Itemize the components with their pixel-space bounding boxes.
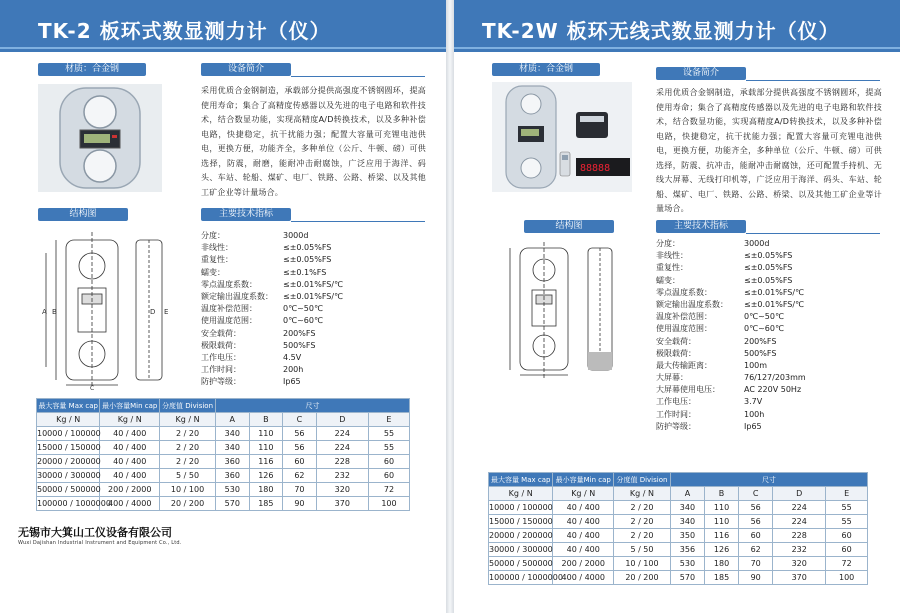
spec-row — [656, 372, 882, 384]
table-subheader-cell: D — [773, 487, 826, 501]
table-cell: 110 — [249, 427, 283, 441]
table-cell: 60 — [283, 455, 317, 469]
table-cell: 224 — [773, 501, 826, 515]
spec-label: 蠕变： — [201, 267, 225, 277]
spec-row — [656, 250, 882, 262]
structure-diagram — [36, 230, 186, 390]
table-cell: 232 — [316, 469, 368, 483]
specs-label: 主要技术指标 — [656, 220, 746, 233]
table-subheader-row — [489, 487, 868, 501]
table-cell: 228 — [316, 455, 368, 469]
table-cell: 530 — [216, 483, 250, 497]
spec-row — [656, 238, 882, 250]
intro-rule — [291, 76, 425, 77]
spec-row — [201, 279, 426, 291]
spec-label: 极限载荷： — [201, 340, 241, 350]
table-cell: 60 — [368, 469, 409, 483]
table-row — [489, 571, 868, 585]
structure-diagram — [496, 240, 646, 380]
table-cell: 72 — [368, 483, 409, 497]
table-cell: 110 — [249, 441, 283, 455]
table-cell: 200 / 2000 — [553, 557, 614, 571]
table-cell: 116 — [249, 455, 283, 469]
spec-row — [656, 348, 882, 360]
spec-label: 工作时间： — [201, 365, 241, 375]
header-rule — [0, 47, 446, 49]
spec-label: 安全载荷： — [201, 328, 241, 338]
table-cell: 55 — [826, 501, 868, 515]
spec-row — [656, 262, 882, 274]
table-subheader-cell: E — [368, 413, 409, 427]
spec-label: 大屏幕： — [656, 373, 688, 383]
table-cell: 55 — [368, 427, 409, 441]
wireless-set-image — [492, 82, 632, 192]
spec-value: ≤±0.05%FS — [744, 263, 793, 273]
spec-label: 防护等级： — [201, 377, 241, 387]
table-cell: 100000 / 1000000 — [489, 571, 553, 585]
table-row — [37, 497, 410, 511]
spec-label: 使用温度范围： — [201, 316, 257, 326]
table-cell: 350 — [670, 529, 704, 543]
material-label: 材质：合金钢 — [492, 63, 600, 76]
table-header-cell: 尺寸 — [216, 399, 410, 413]
table-cell: 5 / 50 — [160, 469, 216, 483]
table-cell: 110 — [705, 501, 739, 515]
spec-value: 100h — [744, 409, 765, 419]
table-subheader-cell: C — [283, 413, 317, 427]
table-cell: 400 / 4000 — [100, 497, 160, 511]
table-row — [37, 441, 410, 455]
table-cell: 72 — [826, 557, 868, 571]
table-cell: 40 / 400 — [553, 515, 614, 529]
spec-value: 500%FS — [283, 340, 316, 350]
table-cell: 40 / 400 — [100, 427, 160, 441]
spec-value: 76/127/203mm — [744, 373, 806, 383]
spec-value: 200%FS — [744, 336, 777, 346]
table-cell: 5 / 50 — [614, 543, 671, 557]
table-cell: 360 — [216, 455, 250, 469]
table-cell: 116 — [705, 529, 739, 543]
table-cell: 50000 / 500000 — [489, 557, 553, 571]
structure-label: 结构图 — [524, 220, 614, 233]
spec-row — [201, 340, 426, 352]
table-cell: 530 — [670, 557, 704, 571]
table-cell: 340 — [216, 441, 250, 455]
spec-row — [656, 360, 882, 372]
table-subheader-row — [37, 413, 410, 427]
spec-label: 非线性： — [201, 243, 233, 253]
table-header-cell: 最大容量 Max cap — [489, 473, 553, 487]
table-cell: 15000 / 150000 — [37, 441, 100, 455]
company-name-en: Wuxi Dajishan Industrial Instrument and Equipment Co., Ltd. — [18, 540, 182, 546]
table-row — [37, 427, 410, 441]
spec-value: 3000d — [744, 239, 770, 248]
table-row — [37, 483, 410, 497]
spec-value: 0℃~50℃ — [744, 312, 784, 322]
spec-value: 4.5V — [283, 352, 302, 362]
diagram-drawing — [496, 240, 646, 380]
table-cell: 56 — [739, 501, 773, 515]
specs-rule — [291, 221, 425, 222]
table-cell: 62 — [283, 469, 317, 483]
table-row — [489, 515, 868, 529]
table-cell: 126 — [249, 469, 283, 483]
table-header-cell: 分度值 Division — [160, 399, 216, 413]
page-title-right: TK-2W 板环无线式数显测力计（仪） — [454, 0, 900, 52]
table-row — [489, 543, 868, 557]
table-header-row — [489, 473, 868, 487]
table-subheader-cell: Kg / N — [553, 487, 614, 501]
table-cell: 100 — [368, 497, 409, 511]
spec-row — [201, 376, 426, 388]
specs-list-left — [201, 230, 426, 388]
capacity-table-left — [36, 398, 410, 511]
page-title-left: TK-2 板环式数显测力计（仪） — [0, 0, 446, 52]
table-header-cell: 最大容量 Max cap — [37, 399, 100, 413]
spec-row — [201, 267, 426, 279]
spec-value: 0℃~60℃ — [283, 316, 323, 326]
table-cell: 2 / 20 — [160, 441, 216, 455]
spec-row — [201, 315, 426, 327]
table-subheader-cell: B — [249, 413, 283, 427]
spec-value: ≤±0.01%FS/℃ — [283, 279, 344, 289]
table-cell: 228 — [773, 529, 826, 543]
table-cell: 60 — [826, 543, 868, 557]
spec-value: 3.7V — [744, 397, 763, 407]
spec-label: 分度： — [656, 239, 680, 248]
specs-rule — [746, 233, 880, 234]
spec-value: 200%FS — [283, 328, 316, 338]
table-cell: 15000 / 150000 — [489, 515, 553, 529]
table-row — [37, 455, 410, 469]
table-cell: 30000 / 300000 — [37, 469, 100, 483]
table-subheader-cell: Kg / N — [100, 413, 160, 427]
table-header-cell: 尺寸 — [670, 473, 867, 487]
table-cell: 70 — [739, 557, 773, 571]
spec-label: 额定输出温度系数： — [656, 299, 728, 309]
header-rule — [454, 47, 900, 49]
table-row — [489, 529, 868, 543]
spec-row — [201, 364, 426, 376]
table-cell: 126 — [705, 543, 739, 557]
table-cell: 180 — [249, 483, 283, 497]
spec-row — [201, 303, 426, 315]
spec-row — [656, 396, 882, 408]
table-cell: 232 — [773, 543, 826, 557]
table-subheader-cell: E — [826, 487, 868, 501]
table-cell: 50000 / 500000 — [37, 483, 100, 497]
diagram-drawing — [36, 230, 186, 390]
table-cell: 110 — [705, 515, 739, 529]
table-cell: 40 / 400 — [100, 455, 160, 469]
spec-row — [201, 352, 426, 364]
company-name-cn: 无锡市大箕山工仪设备有限公司 — [18, 526, 172, 539]
table-cell: 40 / 400 — [100, 469, 160, 483]
table-cell: 180 — [705, 557, 739, 571]
product-photo — [38, 84, 162, 192]
spec-label: 工作电压： — [656, 397, 696, 407]
right-page — [454, 0, 900, 613]
table-cell: 40 / 400 — [553, 543, 614, 557]
table-cell: 56 — [283, 427, 317, 441]
spec-row — [656, 311, 882, 323]
table-subheader-cell: A — [670, 487, 704, 501]
spec-value: 100m — [744, 360, 768, 370]
intro-rule — [746, 80, 880, 81]
table-cell: 100000 / 1000000 — [37, 497, 100, 511]
table-cell: 360 — [216, 469, 250, 483]
specs-list-right — [656, 238, 882, 433]
spec-value: ≤±0.05%FS — [283, 255, 332, 265]
table-header-cell: 最小容量Min cap — [553, 473, 614, 487]
table-cell: 400 / 4000 — [553, 571, 614, 585]
spec-value: Ip65 — [283, 377, 301, 387]
intro-label: 设备简介 — [201, 63, 291, 76]
table-subheader-cell: Kg / N — [37, 413, 100, 427]
table-cell: 30000 / 300000 — [489, 543, 553, 557]
table-cell: 90 — [283, 497, 317, 511]
spec-label: 工作电压： — [201, 352, 241, 362]
table-cell: 356 — [670, 543, 704, 557]
table-cell: 570 — [670, 571, 704, 585]
spec-label: 防护等级： — [656, 421, 696, 431]
table-cell: 320 — [773, 557, 826, 571]
spec-row — [201, 230, 426, 242]
spec-value: Ip65 — [744, 421, 762, 431]
spec-row — [656, 409, 882, 421]
spec-value: 0℃~50℃ — [283, 304, 323, 314]
table-cell: 370 — [773, 571, 826, 585]
table-cell: 40 / 400 — [100, 441, 160, 455]
dim-label-d: D — [150, 308, 156, 316]
table-cell: 185 — [249, 497, 283, 511]
table-subheader-cell: A — [216, 413, 250, 427]
table-cell: 90 — [739, 571, 773, 585]
capacity-table-right — [488, 472, 868, 585]
spec-label: 安全载荷： — [656, 336, 696, 346]
table-cell: 2 / 20 — [614, 501, 671, 515]
spec-value: ≤±0.01%FS/℃ — [744, 287, 805, 297]
spec-label: 极限载荷： — [656, 348, 696, 358]
table-cell: 10000 / 100000 — [37, 427, 100, 441]
table-subheader-cell: Kg / N — [160, 413, 216, 427]
spec-row — [656, 275, 882, 287]
spec-row — [201, 254, 426, 266]
spec-value: ≤±0.01%FS/℃ — [283, 291, 344, 301]
table-row — [489, 557, 868, 571]
table-cell: 10000 / 100000 — [489, 501, 553, 515]
table-header-cell: 最小容量Min cap — [100, 399, 160, 413]
spec-value: 200h — [283, 365, 304, 375]
spec-value: ≤±0.05%FS — [744, 275, 793, 285]
spec-row — [656, 287, 882, 299]
table-subheader-cell: B — [705, 487, 739, 501]
left-page — [0, 0, 446, 613]
spec-row — [656, 299, 882, 311]
table-cell: 2 / 20 — [614, 515, 671, 529]
spec-label: 温度补偿范围： — [201, 304, 257, 314]
spec-label: 最大传输距离： — [656, 360, 712, 370]
table-cell: 224 — [316, 427, 368, 441]
dim-label-b: B — [52, 308, 57, 316]
spec-row — [201, 328, 426, 340]
material-label: 材质：合金钢 — [38, 63, 146, 76]
spec-label: 蠕变： — [656, 275, 680, 285]
spec-label: 分度： — [201, 231, 225, 240]
spec-row — [656, 323, 882, 335]
spec-value: ≤±0.01%FS/℃ — [744, 299, 805, 309]
load-shackle-image — [38, 84, 162, 192]
spec-label: 零点温度系数： — [201, 279, 257, 289]
page-gutter — [446, 0, 454, 613]
table-subheader-cell: C — [739, 487, 773, 501]
table-cell: 60 — [739, 529, 773, 543]
spec-value: 500%FS — [744, 348, 777, 358]
table-cell: 60 — [826, 529, 868, 543]
spec-label: 工作时间： — [656, 409, 696, 419]
intro-label: 设备简介 — [656, 67, 746, 80]
structure-label: 结构图 — [38, 208, 128, 221]
spec-label: 零点温度系数： — [656, 287, 712, 297]
table-row — [489, 501, 868, 515]
table-cell: 20 / 200 — [614, 571, 671, 585]
table-cell: 200 / 2000 — [100, 483, 160, 497]
table-cell: 570 — [216, 497, 250, 511]
table-cell: 2 / 20 — [614, 529, 671, 543]
table-cell: 370 — [316, 497, 368, 511]
dim-label-c: C — [90, 385, 95, 392]
spec-label: 非线性： — [656, 251, 688, 261]
product-photo — [492, 82, 632, 192]
table-cell: 56 — [283, 441, 317, 455]
table-cell: 70 — [283, 483, 317, 497]
specs-label: 主要技术指标 — [201, 208, 291, 221]
table-cell: 340 — [216, 427, 250, 441]
table-cell: 56 — [739, 515, 773, 529]
dim-label-e: E — [164, 308, 169, 316]
table-subheader-cell: Kg / N — [489, 487, 553, 501]
table-cell: 40 / 400 — [553, 501, 614, 515]
spec-label: 使用温度范围： — [656, 324, 712, 334]
table-cell: 20000 / 200000 — [37, 455, 100, 469]
table-cell: 100 — [826, 571, 868, 585]
table-cell: 224 — [316, 441, 368, 455]
table-header-row — [37, 399, 410, 413]
table-subheader-cell: Kg / N — [614, 487, 671, 501]
intro-text: 采用优质合金钢制造，承载部分提供高强度不锈钢圆环，提高使用寿命；集合了高精度传感器以及先进的电子电路和软件技术，结合数显功能，实现高精度A/D转换技术，以及多种补偿电路，快捷稳定，抗干扰能力强；配置大容量可充锂电池供电，更换方便，功能齐全，多种单位（公斤、牛顿、磅）可供选择，防震，耐磨，能耐冲击耐腐蚀，广泛应用于海洋、码头、车站、轮船、煤矿、电厂、铁路、公路、桥梁、以及其他工矿企业等计量场合。 — [201, 86, 426, 197]
spec-value: 0℃~60℃ — [744, 324, 784, 334]
spec-value: ≤±0.05%FS — [744, 251, 793, 261]
spec-label: 额定输出温度系数： — [201, 291, 273, 301]
spec-label: 大屏幕使用电压： — [656, 385, 720, 395]
table-header-cell: 分度值 Division — [614, 473, 671, 487]
spec-row — [201, 242, 426, 254]
table-cell: 60 — [368, 455, 409, 469]
spec-row — [656, 384, 882, 396]
table-cell: 185 — [705, 571, 739, 585]
spec-label: 重复性： — [656, 263, 688, 273]
spec-value: AC 220V 50Hz — [744, 385, 802, 395]
table-cell: 320 — [316, 483, 368, 497]
spec-row — [656, 336, 882, 348]
dim-label-a: A — [42, 308, 47, 316]
table-cell: 10 / 100 — [614, 557, 671, 571]
spec-row — [656, 421, 882, 433]
table-cell: 55 — [368, 441, 409, 455]
spec-label: 重复性： — [201, 255, 233, 265]
spec-row — [201, 291, 426, 303]
table-cell: 20 / 200 — [160, 497, 216, 511]
table-cell: 55 — [826, 515, 868, 529]
table-cell: 10 / 100 — [160, 483, 216, 497]
svg-text:88888: 88888 — [580, 163, 611, 174]
table-row — [37, 469, 410, 483]
table-cell: 40 / 400 — [553, 529, 614, 543]
table-cell: 62 — [739, 543, 773, 557]
spec-label: 温度补偿范围： — [656, 312, 712, 322]
spec-value: ≤±0.1%FS — [283, 267, 327, 277]
table-cell: 20000 / 200000 — [489, 529, 553, 543]
table-cell: 340 — [670, 501, 704, 515]
table-cell: 2 / 20 — [160, 427, 216, 441]
intro-text: 采用优质合金钢制造，承载部分提供高强度不锈钢圆环，提高使用寿命；集合了高精度传感器以及先进的电子电路和软件技术，结合数显功能，实现高精度A/D转换技术，以及多种补偿电路，快捷稳定，抗干扰能力强；配置大容量可充锂电池供电，更换方便，功能齐全，多种单位（公斤、牛顿、磅）可供选择，防震、抗冲击，能耐冲击耐腐蚀，还可配置手持机、无线大屏幕、无线打印机等，广泛应用于海洋、码头、车站、轮船、煤矿、电厂、铁路、公路、桥梁、以及其他工矿企业等计量场合。 — [656, 88, 882, 213]
spec-value: ≤±0.05%FS — [283, 243, 332, 253]
spec-value: 3000d — [283, 231, 309, 240]
table-subheader-cell: D — [316, 413, 368, 427]
table-cell: 2 / 20 — [160, 455, 216, 469]
table-cell: 224 — [773, 515, 826, 529]
table-cell: 340 — [670, 515, 704, 529]
